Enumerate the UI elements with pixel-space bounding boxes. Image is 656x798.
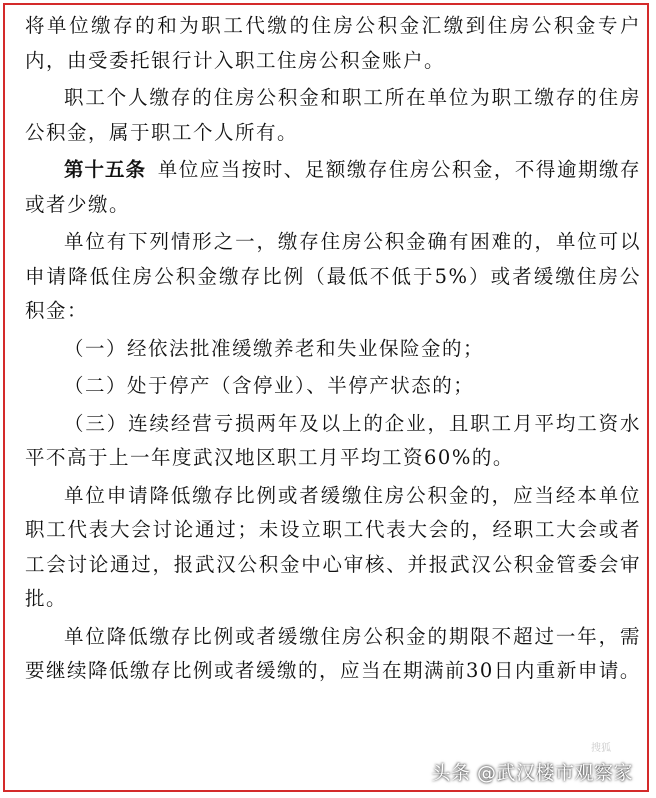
article-heading: 第十五条 (64, 158, 147, 181)
article-15-text: 单位应当按时、足额缴存住房公积金，不得逾期缴存或者少缴。 (25, 158, 641, 216)
paragraph-9: 单位降低缴存比例或者缓缴住房公积金的期限不超过一年，需要继续降低缴存比例或者缓缴的，应当在期满前30日内重新申请。 (25, 624, 641, 682)
document-frame (3, 3, 649, 792)
faint-watermark: 搜狐 (591, 743, 611, 754)
list-item-2: （二）处于停产（含停业）、半停产状态的； (64, 374, 475, 397)
document-body (25, 9, 641, 689)
article-15 (25, 153, 641, 222)
paragraph-1: 将单位缴存的和为职工代缴的住房公积金汇缴到住房公积金专户内，由受委托银行计入职工住房公积金账户。 (25, 14, 641, 72)
list-item-1: （一）经依法批准缓缴养老和失业保险金的； (64, 336, 485, 360)
paragraph-4: 单位有下列情形之一，缴存住房公积金确有困难的，单位可以申请降低住房公积金缴存比例（最低不低于5%）或者缓缴住房公积金： (25, 230, 641, 322)
paragraph-2: 职工个人缴存的住房公积金和职工所在单位为职工缴存的住房公积金，属于职工个人所有。 (25, 86, 641, 144)
list-item-3: （三）连续经营亏损两年及以上的企业，且职工月平均工资水平不高于上一年度武汉地区职工月平均工资60%的。 (25, 411, 641, 469)
paragraph-8: 单位申请降低缴存比例或者缓缴住房公积金的，应当经本单位职工代表大会讨论通过；未设立职工代表大会的，经职工大会或者工会讨论通过，报武汉公积金中心审核、并报武汉公积金管委会审批。 (25, 483, 641, 610)
source-watermark: 头条 @武汉楼市观察家 (431, 762, 633, 784)
